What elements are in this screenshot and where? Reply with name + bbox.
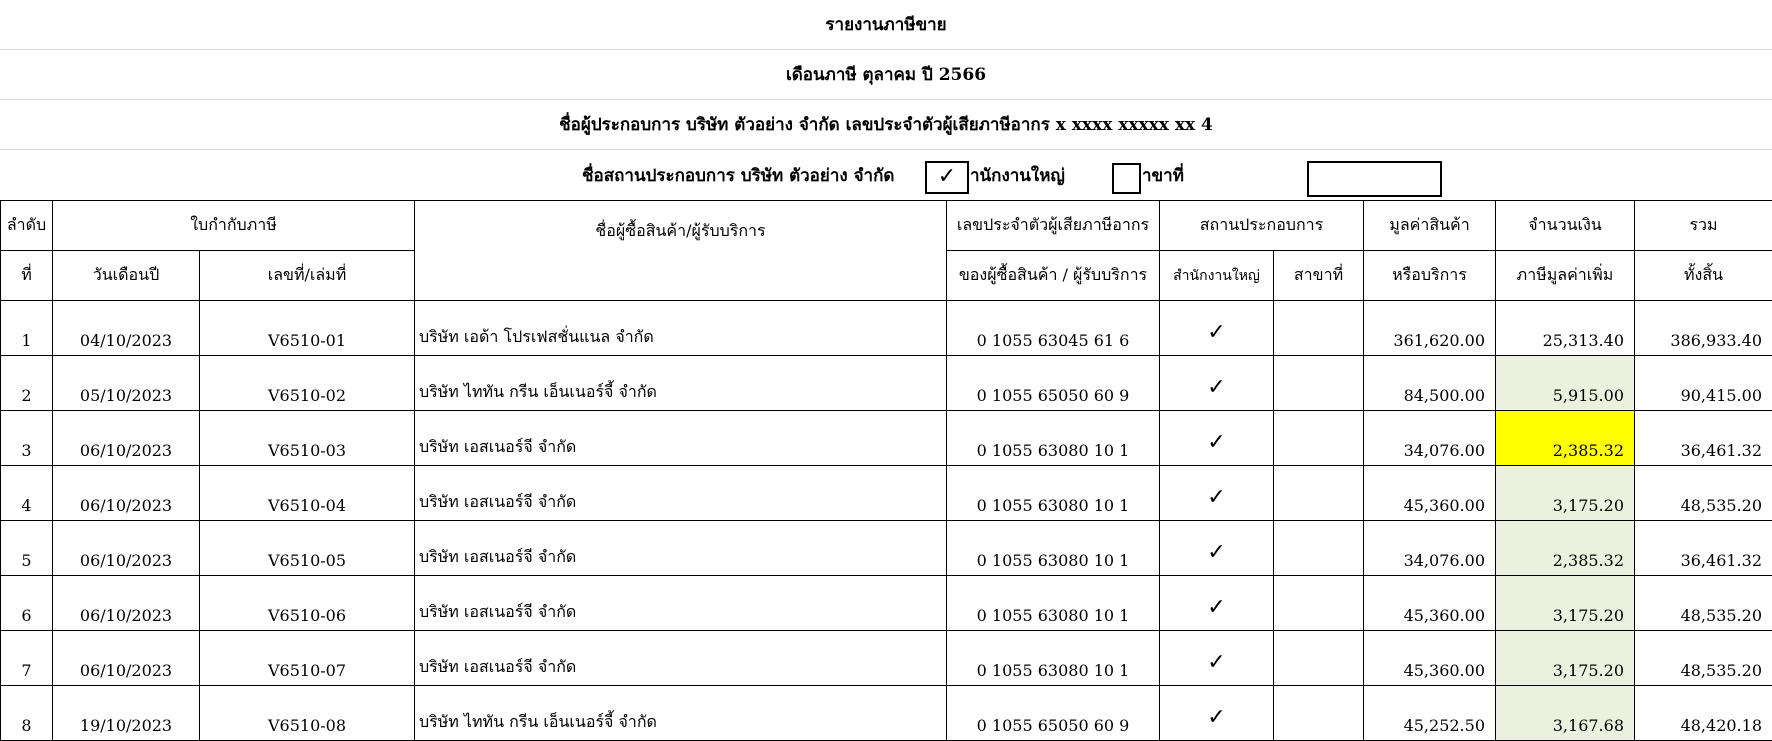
cell-invoice-no[interactable]: V6510-03 <box>200 411 415 466</box>
header-tax-id-top: เลขประจำตัวผู้เสียภาษีอากร <box>947 201 1160 251</box>
check-icon: ✓ <box>1207 487 1225 509</box>
operator-info: ชื่อผู้ประกอบการ บริษัท ตัวอย่าง จำกัด เลขประจำตัวผู้เสียภาษีอากร x xxxx xxxxx xx 4 <box>559 111 1213 138</box>
establishment-row <box>0 150 1772 200</box>
check-icon: ✓ <box>1207 322 1225 344</box>
cell-invoice-date[interactable]: 06/10/2023 <box>53 521 200 576</box>
cell-total[interactable]: 36,461.32 <box>1635 521 1772 576</box>
check-icon: ✓ <box>1207 597 1225 619</box>
cell-tax-id[interactable]: 0 1055 63080 10 1 <box>947 466 1160 521</box>
cell-invoice-no[interactable]: V6510-04 <box>200 466 415 521</box>
cell-total[interactable]: 48,535.20 <box>1635 576 1772 631</box>
header-head-office: สำนักงานใหญ่ <box>1160 251 1274 301</box>
cell-vat[interactable]: 3,175.20 <box>1496 631 1635 686</box>
cell-branch-no[interactable] <box>1274 301 1364 356</box>
cell-invoice-no[interactable]: V6510-05 <box>200 521 415 576</box>
cell-seq[interactable]: 8 <box>1 686 53 741</box>
header-invoice-no: เลขที่/เล่มที่ <box>200 251 415 301</box>
header-tax-id-bottom: ของผู้ซื้อสินค้า / ผู้รับบริการ <box>947 251 1160 301</box>
cell-buyer-name[interactable]: บริษัท เอสเนอร์จี จำกัด <box>415 411 947 466</box>
cell-head-office[interactable] <box>1160 356 1274 411</box>
header-vat-bottom: ภาษีมูลค่าเพิ่ม <box>1496 251 1635 301</box>
report-period: เดือนภาษี ตุลาคม ปี 2566 <box>786 61 986 88</box>
cell-branch-no[interactable] <box>1274 576 1364 631</box>
cell-branch-no[interactable] <box>1274 631 1364 686</box>
cell-seq[interactable]: 1 <box>1 301 53 356</box>
cell-seq[interactable]: 3 <box>1 411 53 466</box>
cell-vat[interactable]: 25,313.40 <box>1496 301 1635 356</box>
head-office-checkbox[interactable] <box>925 161 969 194</box>
cell-vat[interactable]: 5,915.00 <box>1496 356 1635 411</box>
cell-seq[interactable]: 5 <box>1 521 53 576</box>
cell-head-office[interactable] <box>1160 686 1274 741</box>
cell-invoice-date[interactable]: 06/10/2023 <box>53 411 200 466</box>
cell-tax-id[interactable]: 0 1055 65050 60 9 <box>947 686 1160 741</box>
cell-value[interactable]: 34,076.00 <box>1364 411 1496 466</box>
cell-invoice-date[interactable]: 06/10/2023 <box>53 631 200 686</box>
cell-vat[interactable]: 3,167.68 <box>1496 686 1635 741</box>
branch-checkbox[interactable] <box>1112 163 1141 194</box>
cell-head-office[interactable] <box>1160 521 1274 576</box>
cell-vat[interactable]: 3,175.20 <box>1496 576 1635 631</box>
cell-head-office[interactable] <box>1160 631 1274 686</box>
header-invoice-date: วันเดือนปี <box>53 251 200 301</box>
header-vat-top: จำนวนเงิน <box>1496 201 1635 251</box>
table-row <box>1 411 1772 466</box>
cell-invoice-date[interactable]: 19/10/2023 <box>53 686 200 741</box>
cell-value[interactable]: 34,076.00 <box>1364 521 1496 576</box>
cell-branch-no[interactable] <box>1274 466 1364 521</box>
cell-seq[interactable]: 2 <box>1 356 53 411</box>
cell-invoice-no[interactable]: V6510-02 <box>200 356 415 411</box>
header-total-top: รวม <box>1635 201 1772 251</box>
table-row <box>1 686 1772 741</box>
header-row-top <box>1 201 1772 251</box>
cell-invoice-date[interactable]: 06/10/2023 <box>53 466 200 521</box>
cell-head-office[interactable] <box>1160 301 1274 356</box>
cell-value[interactable]: 84,500.00 <box>1364 356 1496 411</box>
table-row <box>1 631 1772 686</box>
cell-seq[interactable]: 6 <box>1 576 53 631</box>
operator-row <box>0 100 1772 150</box>
cell-total[interactable]: 48,535.20 <box>1635 631 1772 686</box>
cell-tax-id[interactable]: 0 1055 63080 10 1 <box>947 521 1160 576</box>
check-icon: ✓ <box>1207 652 1225 674</box>
cell-total[interactable]: 386,933.40 <box>1635 301 1772 356</box>
table-row <box>1 356 1772 411</box>
cell-seq[interactable]: 7 <box>1 631 53 686</box>
header-total-bottom: ทั้งสิ้น <box>1635 251 1772 301</box>
cell-buyer-name[interactable]: บริษัท เอสเนอร์จี จำกัด <box>415 466 947 521</box>
cell-buyer-name[interactable]: บริษัท เอด้า โปรเฟสชั่นแนล จำกัด <box>415 301 947 356</box>
header-establishment-group: สถานประกอบการ <box>1160 201 1364 251</box>
cell-head-office[interactable] <box>1160 411 1274 466</box>
check-icon: ✓ <box>1207 542 1225 564</box>
check-icon: ✓ <box>927 163 967 191</box>
cell-invoice-no[interactable]: V6510-07 <box>200 631 415 686</box>
cell-tax-id[interactable]: 0 1055 65050 60 9 <box>947 356 1160 411</box>
sales-tax-table <box>0 200 1772 741</box>
branch-label: าขาที่ <box>1142 150 1184 200</box>
header-buyer-name: ชื่อผู้ซื้อสินค้า/ผู้รับบริการ <box>415 201 947 301</box>
cell-invoice-date[interactable]: 06/10/2023 <box>53 576 200 631</box>
cell-value[interactable]: 361,620.00 <box>1364 301 1496 356</box>
cell-vat[interactable]: 3,175.20 <box>1496 466 1635 521</box>
report-period-row <box>0 50 1772 100</box>
check-icon: ✓ <box>1207 432 1225 454</box>
table-row <box>1 301 1772 356</box>
cell-head-office[interactable] <box>1160 466 1274 521</box>
head-office-label: านักงานใหญ่ <box>970 150 1065 200</box>
header-seq-bottom: ที่ <box>1 251 53 301</box>
report-title-row <box>0 0 1772 50</box>
cell-vat[interactable]: 2,385.32 <box>1496 411 1635 466</box>
cell-total[interactable]: 48,535.20 <box>1635 466 1772 521</box>
cell-branch-no[interactable] <box>1274 686 1364 741</box>
cell-total[interactable]: 90,415.00 <box>1635 356 1772 411</box>
cell-buyer-name[interactable]: บริษัท เอสเนอร์จี จำกัด <box>415 576 947 631</box>
table-row <box>1 521 1772 576</box>
cell-total[interactable]: 48,420.18 <box>1635 686 1772 741</box>
cell-invoice-no[interactable]: V6510-06 <box>200 576 415 631</box>
cell-total[interactable]: 36,461.32 <box>1635 411 1772 466</box>
header-branch-no: สาขาที่ <box>1274 251 1364 301</box>
cell-buyer-name[interactable]: บริษัท เอสเนอร์จี จำกัด <box>415 521 947 576</box>
header-invoice-group: ใบกำกับภาษี <box>53 201 415 251</box>
cell-seq[interactable]: 4 <box>1 466 53 521</box>
cell-buyer-name[interactable]: บริษัท ไททัน กรีน เอ็นเนอร์จี้ จำกัด <box>415 686 947 741</box>
cell-buyer-name[interactable]: บริษัท ไททัน กรีน เอ็นเนอร์จี้ จำกัด <box>415 356 947 411</box>
cell-value[interactable]: 45,360.00 <box>1364 466 1496 521</box>
cell-invoice-date[interactable]: 04/10/2023 <box>53 301 200 356</box>
cell-tax-id[interactable]: 0 1055 63080 10 1 <box>947 631 1160 686</box>
header-value-bottom: หรือบริการ <box>1364 251 1496 301</box>
cell-tax-id[interactable]: 0 1055 63080 10 1 <box>947 576 1160 631</box>
establishment-name: ชื่อสถานประกอบการ บริษัท ตัวอย่าง จำกัด <box>582 150 894 200</box>
cell-buyer-name[interactable]: บริษัท เอสเนอร์จี จำกัด <box>415 631 947 686</box>
cell-value[interactable]: 45,360.00 <box>1364 576 1496 631</box>
cell-invoice-no[interactable]: V6510-08 <box>200 686 415 741</box>
cell-tax-id[interactable]: 0 1055 63080 10 1 <box>947 411 1160 466</box>
cell-value[interactable]: 45,360.00 <box>1364 631 1496 686</box>
table-row <box>1 466 1772 521</box>
cell-branch-no[interactable] <box>1274 411 1364 466</box>
header-value-top: มูลค่าสินค้า <box>1364 201 1496 251</box>
cell-tax-id[interactable]: 0 1055 63045 61 6 <box>947 301 1160 356</box>
cell-value[interactable]: 45,252.50 <box>1364 686 1496 741</box>
check-icon: ✓ <box>1207 707 1225 729</box>
check-icon: ✓ <box>1207 377 1225 399</box>
cell-invoice-no[interactable]: V6510-01 <box>200 301 415 356</box>
cell-invoice-date[interactable]: 05/10/2023 <box>53 356 200 411</box>
cell-branch-no[interactable] <box>1274 356 1364 411</box>
cell-branch-no[interactable] <box>1274 521 1364 576</box>
cell-vat[interactable]: 2,385.32 <box>1496 521 1635 576</box>
cell-head-office[interactable] <box>1160 576 1274 631</box>
report-title: รายงานภาษีขาย <box>825 11 946 38</box>
header-seq-top: ลำดับ <box>1 201 53 251</box>
branch-number-box[interactable] <box>1307 161 1442 197</box>
table-row <box>1 576 1772 631</box>
